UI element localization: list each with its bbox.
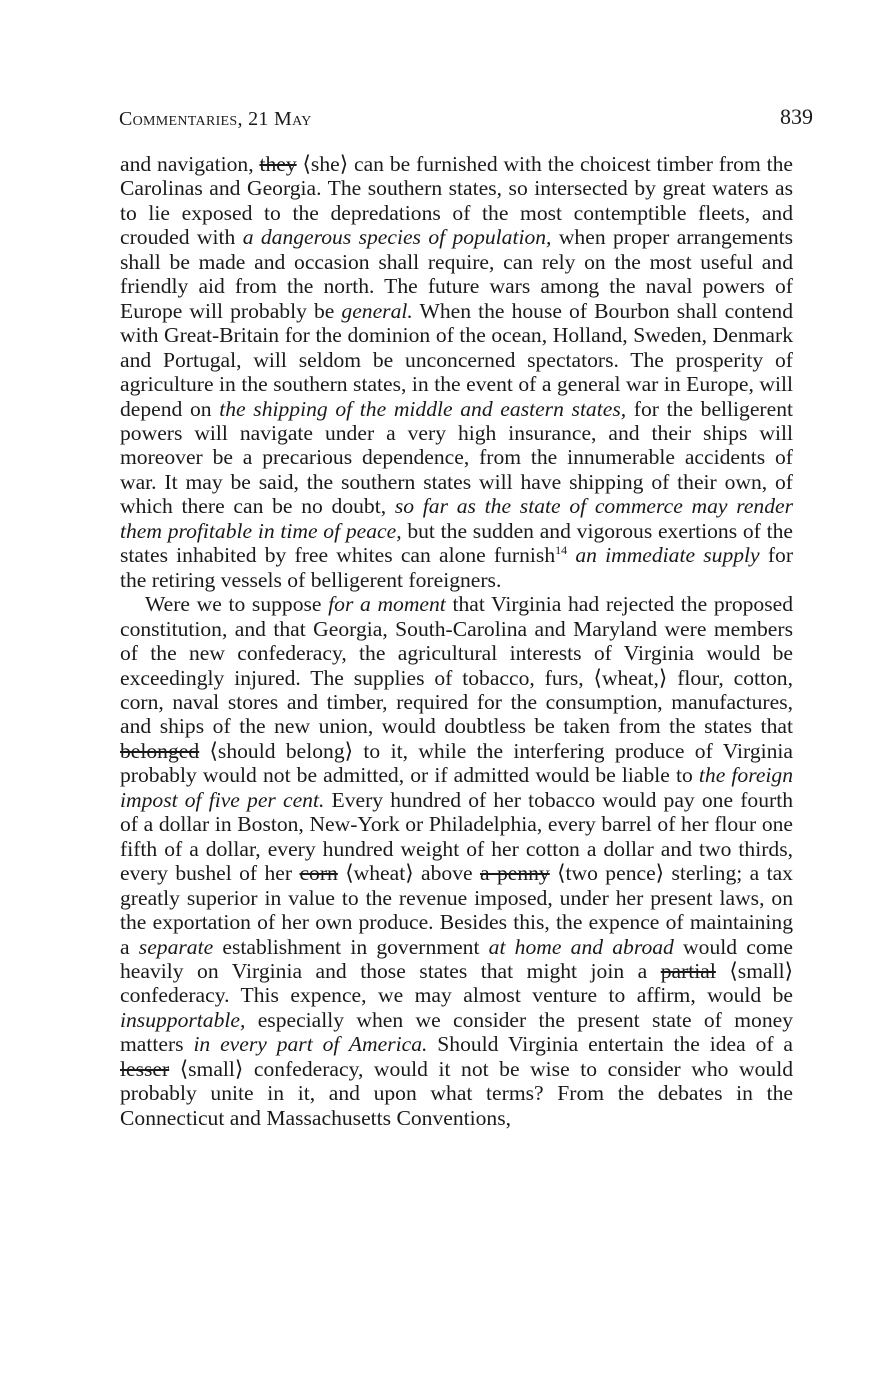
- italic-phrase: separate: [138, 934, 214, 959]
- footnote-reference: 14: [555, 543, 568, 558]
- text-run: for the retiring vessels of belligerent foreigners.: [120, 543, 794, 592]
- struck-word: a penny: [479, 861, 550, 886]
- running-head: [119, 104, 817, 138]
- struck-word: lesser: [120, 1056, 170, 1081]
- italic-phrase: for a moment: [328, 592, 446, 617]
- struck-word: corn: [299, 861, 338, 886]
- text-run: that Virginia had rejected the proposed constitution, and that Georgia, South-Carolina and Maryland were members of the new confederacy, the agricultural interests of Virginia would be exceedingly injured. The supplies of tobacco, furs, ⟨wheat,⟩ flour, cotton, corn, naval stores and timber, required for the consumption, manufactures, and ships of the new union, would doubtless be taken from the states that: [120, 592, 793, 739]
- italic-phrase: at home and abroad: [488, 934, 674, 959]
- text-run: for the belligerent powers will navigate under a very high insurance, and their ships will moreover be a precarious dependence, from the innumerable accidents of war. It may be said, the southern states will have shipping of their own, of which there can be no doubt,: [120, 396, 793, 519]
- paragraph-2: [120, 592, 793, 1130]
- page-number: 839: [780, 104, 813, 129]
- text-run: ⟨small⟩ confederacy, would it not be wise to consider who would probably unite in it, and upon what terms? From the debates in the Connecticut and Massachusetts Conventions,: [120, 1056, 793, 1130]
- text-run: Should Virginia entertain the idea of a: [427, 1032, 794, 1057]
- body-text: [120, 152, 793, 1130]
- text-run: would come heavily on Virginia and those states that might join a: [120, 934, 793, 983]
- italic-phrase: the shipping of the middle and eastern states,: [219, 396, 627, 421]
- text-run: Were we to suppose: [145, 592, 329, 617]
- text-run: establishment in government: [213, 934, 489, 959]
- italic-phrase: insupportable,: [120, 1007, 246, 1032]
- italic-phrase: in every part of America.: [193, 1032, 428, 1057]
- text-run: especially when we consider the present state of money matters: [120, 1007, 793, 1057]
- text-run: ⟨should belong⟩ to it, while the interfering produce of Virginia probably would not be admitted, or if admitted would be liable to: [120, 738, 793, 788]
- italic-phrase: a dangerous species of population,: [242, 225, 552, 250]
- italic-phrase: general.: [341, 298, 413, 323]
- text-run: when proper arrangements shall be made and occasion shall require, can rely on the most useful and friendly aid from the north. The future wars among the naval powers of Europe will probably be: [120, 225, 794, 323]
- italic-phrase: the foreign impost of five per cent.: [120, 763, 793, 812]
- text-run: and navigation,: [120, 152, 260, 176]
- italic-phrase: an immediate supply: [575, 543, 760, 568]
- text-run: but the sudden and vigorous exertions of the states inhabited by free whites can alone furnish: [120, 518, 793, 568]
- paragraph-1: [120, 152, 793, 592]
- struck-word: belonged: [120, 738, 200, 763]
- running-title: Commentaries, 21 May: [119, 108, 312, 130]
- text-run: ⟨two pence⟩ sterling; a tax greatly superior in value to the revenue imposed, under her present laws, on the exportation of her own produce. Besides this, the expence of maintaining a: [120, 861, 793, 959]
- text-run: Every hundred of her tobacco would pay one fourth of a dollar in Boston, New-York or Philadelphia, every barrel of her flour one fifth of a dollar, every hundred weight of her cotton a dollar and two thirds, every bushel of her: [120, 787, 793, 886]
- struck-word: partial: [660, 958, 716, 983]
- italic-phrase: so far as the state of commerce may render them profitable in time of peace,: [120, 494, 793, 543]
- text-run: When the house of Bourbon shall contend with Great-Britain for the dominion of the ocean, Holland, Sweden, Denmark and Portugal, will seldom be unconcerned spectators. The prosperity of agriculture in the southern states, in the event of a general war in Europe, will depend on: [120, 298, 793, 421]
- text-run: ⟨she⟩ can be furnished with the choicest timber from the Carolinas and Georgia. The southern states, so intersected by great waters as to lie exposed to the depredations of the most contemptible fleets, and crouded with: [120, 152, 794, 250]
- text-run: ⟨small⟩ confederacy. This expence, we may almost venture to affirm, would be: [120, 958, 794, 1008]
- struck-word: they: [259, 152, 297, 176]
- text-run: ⟨wheat⟩ above: [337, 861, 480, 886]
